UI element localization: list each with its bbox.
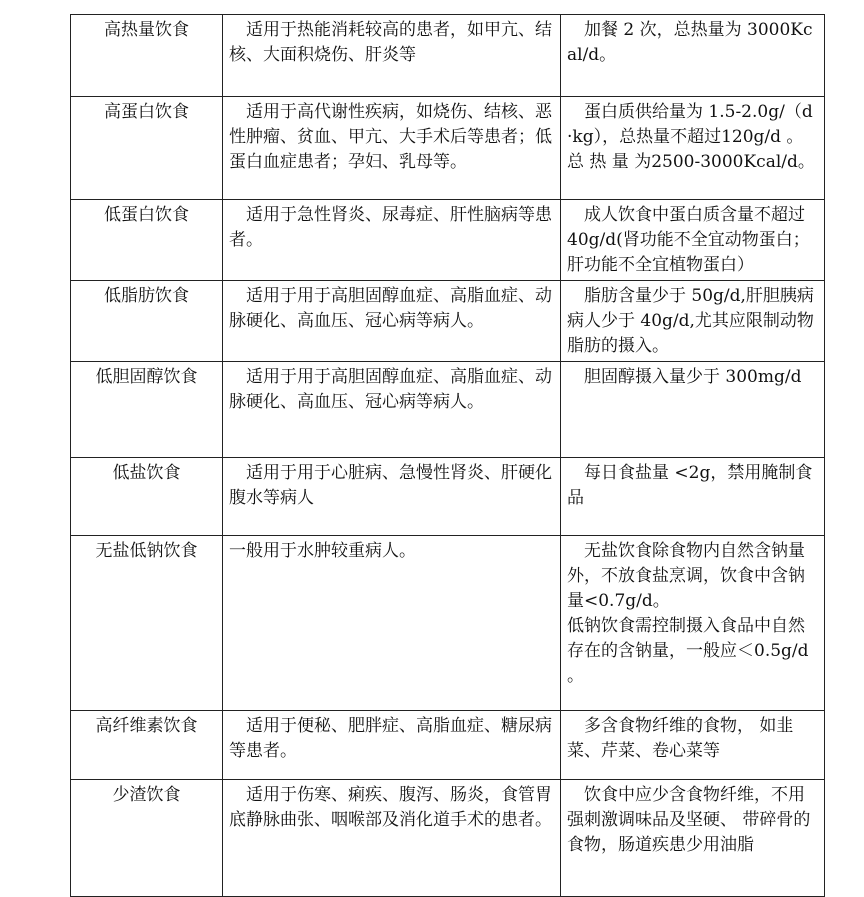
diet-name-cell: 高纤维素饮食 — [71, 711, 223, 780]
principle-text: 脂肪含量少于 50g/d,肝胆胰病病人少于 40g/d,尤其应限制动物脂肪的摄入。 — [567, 286, 814, 356]
diet-table — [70, 14, 825, 897]
table-row — [71, 711, 825, 780]
principle-text: 无盐饮食除食物内自然含钠量外，不放食盐烹调，饮食中含钠量<0.7g/d。 — [567, 541, 805, 611]
indication-cell: 适用于高代谢性疾病，如烧伤、结核、恶性肿瘤、贫血、甲亢、大手术后等患者；低蛋白血症患者；孕妇、乳母等。 — [223, 97, 561, 200]
principle-cell — [561, 200, 825, 281]
table-row — [71, 780, 825, 897]
principle-text: 成人饮食中蛋白质含量不超过 40g/d(肾功能不全宜动物蛋白；肝功能不全宜植物蛋白） — [567, 205, 810, 275]
principle-text: 加餐 2 次，总热量为 3000Kcal/d。 — [567, 20, 813, 65]
indication-cell: 适用于用于高胆固醇血症、高脂血症、动脉硬化、高血压、冠心病等病人。 — [223, 281, 561, 362]
diet-name-cell: 无盐低钠饮食 — [71, 536, 223, 711]
table-row — [71, 362, 825, 458]
table-row — [71, 281, 825, 362]
principle-text: 胆固醇摄入量少于 300mg/d — [584, 367, 802, 387]
table-row — [71, 536, 825, 711]
principle-cell — [561, 458, 825, 536]
diet-name-cell: 高热量饮食 — [71, 15, 223, 97]
table-row — [71, 458, 825, 536]
diet-name-cell: 低盐饮食 — [71, 458, 223, 536]
indication-cell: 适用于热能消耗较高的患者，如甲亢、结核、大面积烧伤、肝炎等 — [223, 15, 561, 97]
diet-name-cell: 少渣饮食 — [71, 780, 223, 897]
principle-text: 低钠饮食需控制摄入食品中自然存在的含钠量，一般应＜0.5g/d 。 — [567, 616, 809, 686]
indication-cell: 一般用于水肿较重病人。 — [223, 536, 561, 711]
principle-cell — [561, 97, 825, 200]
indication-cell: 适用于用于心脏病、急慢性肾炎、肝硬化腹水等病人 — [223, 458, 561, 536]
principle-cell — [561, 780, 825, 897]
principle-cell — [561, 711, 825, 780]
indication-cell: 适用于伤寒、痢疾、腹泻、肠炎，食管胃底静脉曲张、咽喉部及消化道手术的患者。 — [223, 780, 561, 897]
principle-cell — [561, 281, 825, 362]
principle-text: 每日食盐量 <2g，禁用腌制食品 — [567, 463, 813, 508]
table-row — [71, 15, 825, 97]
principle-cell — [561, 536, 825, 711]
principle-cell — [561, 15, 825, 97]
principle-text: 饮食中应少含食物纤维，不用强刺激调味品及坚硬、 带碎骨的食物，肠道疾患少用油脂 — [567, 785, 811, 855]
table-row — [71, 200, 825, 281]
diet-name-cell: 低脂肪饮食 — [71, 281, 223, 362]
diet-name-cell: 低蛋白饮食 — [71, 200, 223, 281]
principle-text: 多含食物纤维的食物， 如韭菜、芹菜、卷心菜等 — [567, 716, 794, 761]
indication-cell: 适用于便秘、肥胖症、高脂血症、糖尿病等患者。 — [223, 711, 561, 780]
indication-cell: 适用于急性肾炎、尿毒症、肝性脑病等患者。 — [223, 200, 561, 281]
indication-cell: 适用于用于高胆固醇血症、高脂血症、动脉硬化、高血压、冠心病等病人。 — [223, 362, 561, 458]
principle-cell — [561, 362, 825, 458]
principle-text: 蛋白质供给量为 1.5-2.0g/（d·kg），总热量不超过120g/d 。 总 热 量 为2500-3000Kcal/d。 — [567, 102, 815, 172]
diet-name-cell: 低胆固醇饮食 — [71, 362, 223, 458]
table-row — [71, 97, 825, 200]
diet-name-cell: 高蛋白饮食 — [71, 97, 223, 200]
